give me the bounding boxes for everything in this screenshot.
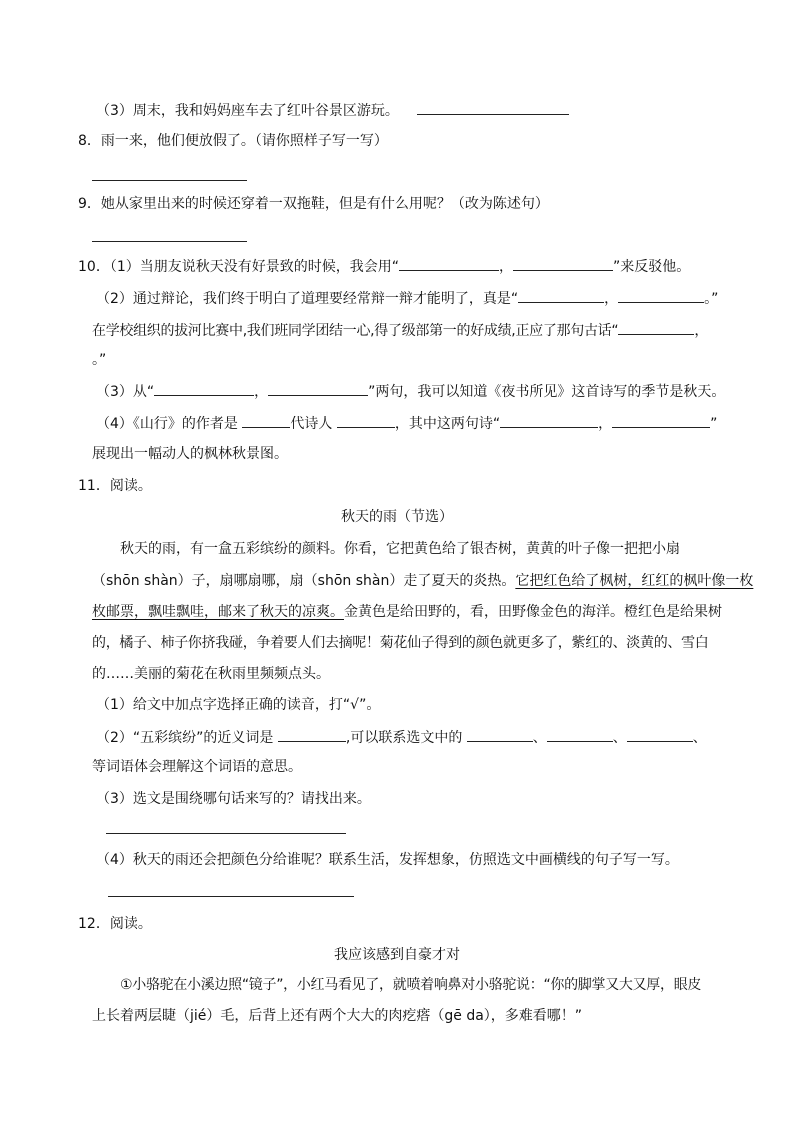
q11-para-line3: 枚邮票，飘哇飘哇，邮来了秋天的凉爽。金黄色是给田野的，看，田野像金色的海洋。橙红色是给果树 xyxy=(92,604,722,620)
q10-item2-line2: 在学校组织的拔河比赛中,我们班同学团结一心,得了级部第一的好成绩,正应了那句古话“ ， xyxy=(92,320,708,341)
q11-sub3-answer-line[interactable] xyxy=(106,833,346,834)
q10-item1: 10．（1）当朋友说秋天没有好景致的时候，我会用“ ， ”来反驳他。 xyxy=(78,256,690,277)
q11-sub2: （2）“五彩缤纷”的近义词是 ,可以联系选文中的 、 、 、 xyxy=(96,727,707,748)
q11-para-line4: 的，橘子、柿子你挤我碰，争着要人们去摘呢！菊花仙子得到的颜色就更多了，紫红的、淡黄的、雪白 xyxy=(92,635,709,651)
q12-heading: 12．阅读。 xyxy=(78,916,152,932)
q10-item1-blank2[interactable] xyxy=(513,256,613,271)
q11-underlined-sentence-part2: 枚邮票，飘哇飘哇，邮来了秋天的凉爽。 xyxy=(92,604,344,620)
q10-item2: （2）通过辩论，我们终于明白了道理要经常辩一辩才能明了，真是“ ， 。” xyxy=(96,288,718,309)
q11-sub2-line2: 等词语体会理解这个词语的意思。 xyxy=(92,759,302,775)
q11-para-line2: （shōn shàn）子，扇哪扇哪，扇（shōn shàn）走了夏天的炎热。它把红色给了枫树，红红的枫叶像一枚 xyxy=(92,573,754,589)
q11-sub2-blank-word2[interactable] xyxy=(547,727,613,742)
q9-answer-line[interactable] xyxy=(92,241,247,242)
q11-passage-title: 秋天的雨（节选） xyxy=(341,509,453,525)
q11-sub2-blank-word1[interactable] xyxy=(467,727,533,742)
q8-prompt: 8．雨一来，他们便放假了。（请你照样子写一写） xyxy=(78,133,388,149)
q10-item3: （3）从“ ， ”两句，我可以知道《夜书所见》这首诗写的季节是秋天。 xyxy=(96,381,725,402)
q10-item3-blank1[interactable] xyxy=(154,381,254,396)
q11-para-line1: 秋天的雨，有一盒五彩缤纷的颜料。你看，它把黄色给了银杏树，黄黄的叶子像一把把小扇 xyxy=(120,541,680,557)
q11-sub1: （1）给文中加点字选择正确的读音，打“√”。 xyxy=(96,697,381,713)
q12-para-line1: ①小骆驼在小溪边照“镜子”，小红马看见了，就喷着响鼻对小骆驼说：“你的脚掌又大又厚，眼皮 xyxy=(120,977,702,993)
q12-para-line2: 上长着两层睫（jié）毛，后背上还有两个大大的肉疙瘩（gē da），多难看哪！” xyxy=(92,1008,583,1024)
q11-sub3: （3）选文是围绕哪句话来写的？请找出来。 xyxy=(96,791,371,807)
q11-para-line5: 的……美丽的菊花在秋雨里频频点头。 xyxy=(92,666,330,682)
q9-prompt: 9．她从家里出来的时候还穿着一双拖鞋，但是有什么用呢？（改为陈述句） xyxy=(78,196,549,212)
q10-item2-blank1[interactable] xyxy=(518,288,604,303)
q8-answer-line[interactable] xyxy=(92,180,247,181)
q11-sub2-blank-word3[interactable] xyxy=(627,727,693,742)
q10-item4-blank-poet[interactable] xyxy=(337,413,395,428)
q11-sub2-blank-synonym[interactable] xyxy=(278,727,346,742)
q7-answer-blank[interactable] xyxy=(417,100,569,115)
q10-item4-blank-line2[interactable] xyxy=(612,413,710,428)
q11-sub4: （4）秋天的雨还会把颜色分给谁呢？联系生活，发挥想象，仿照选文中画横线的句子写一写。 xyxy=(96,852,679,868)
q10-item2-blank2[interactable] xyxy=(618,288,704,303)
q10-item4: （4）《山行》的作者是 代诗人 ，其中这两句诗“ ， ” xyxy=(96,413,717,434)
q11-underlined-sentence-part1: 它把红色给了枫树，红红的枫叶像一枚 xyxy=(515,573,754,589)
q10-item4-blank-line1[interactable] xyxy=(500,413,598,428)
q10-item2-line3: 。” xyxy=(92,352,107,368)
q10-item2-blank3[interactable] xyxy=(618,320,694,335)
q10-item4-line2: 展现出一幅动人的枫林秋景图。 xyxy=(92,446,288,462)
q7-item3: （3）周末，我和妈妈座车去了红叶谷景区游玩。 xyxy=(96,100,569,121)
q10-item3-blank2[interactable] xyxy=(268,381,368,396)
q10-item1-blank1[interactable] xyxy=(399,256,499,271)
q10-item4-blank-dynasty[interactable] xyxy=(242,413,290,428)
q11-heading: 11．阅读。 xyxy=(78,478,152,494)
q11-sub4-answer-line[interactable] xyxy=(108,896,354,897)
q12-passage-title: 我应该感到自豪才对 xyxy=(334,947,460,963)
